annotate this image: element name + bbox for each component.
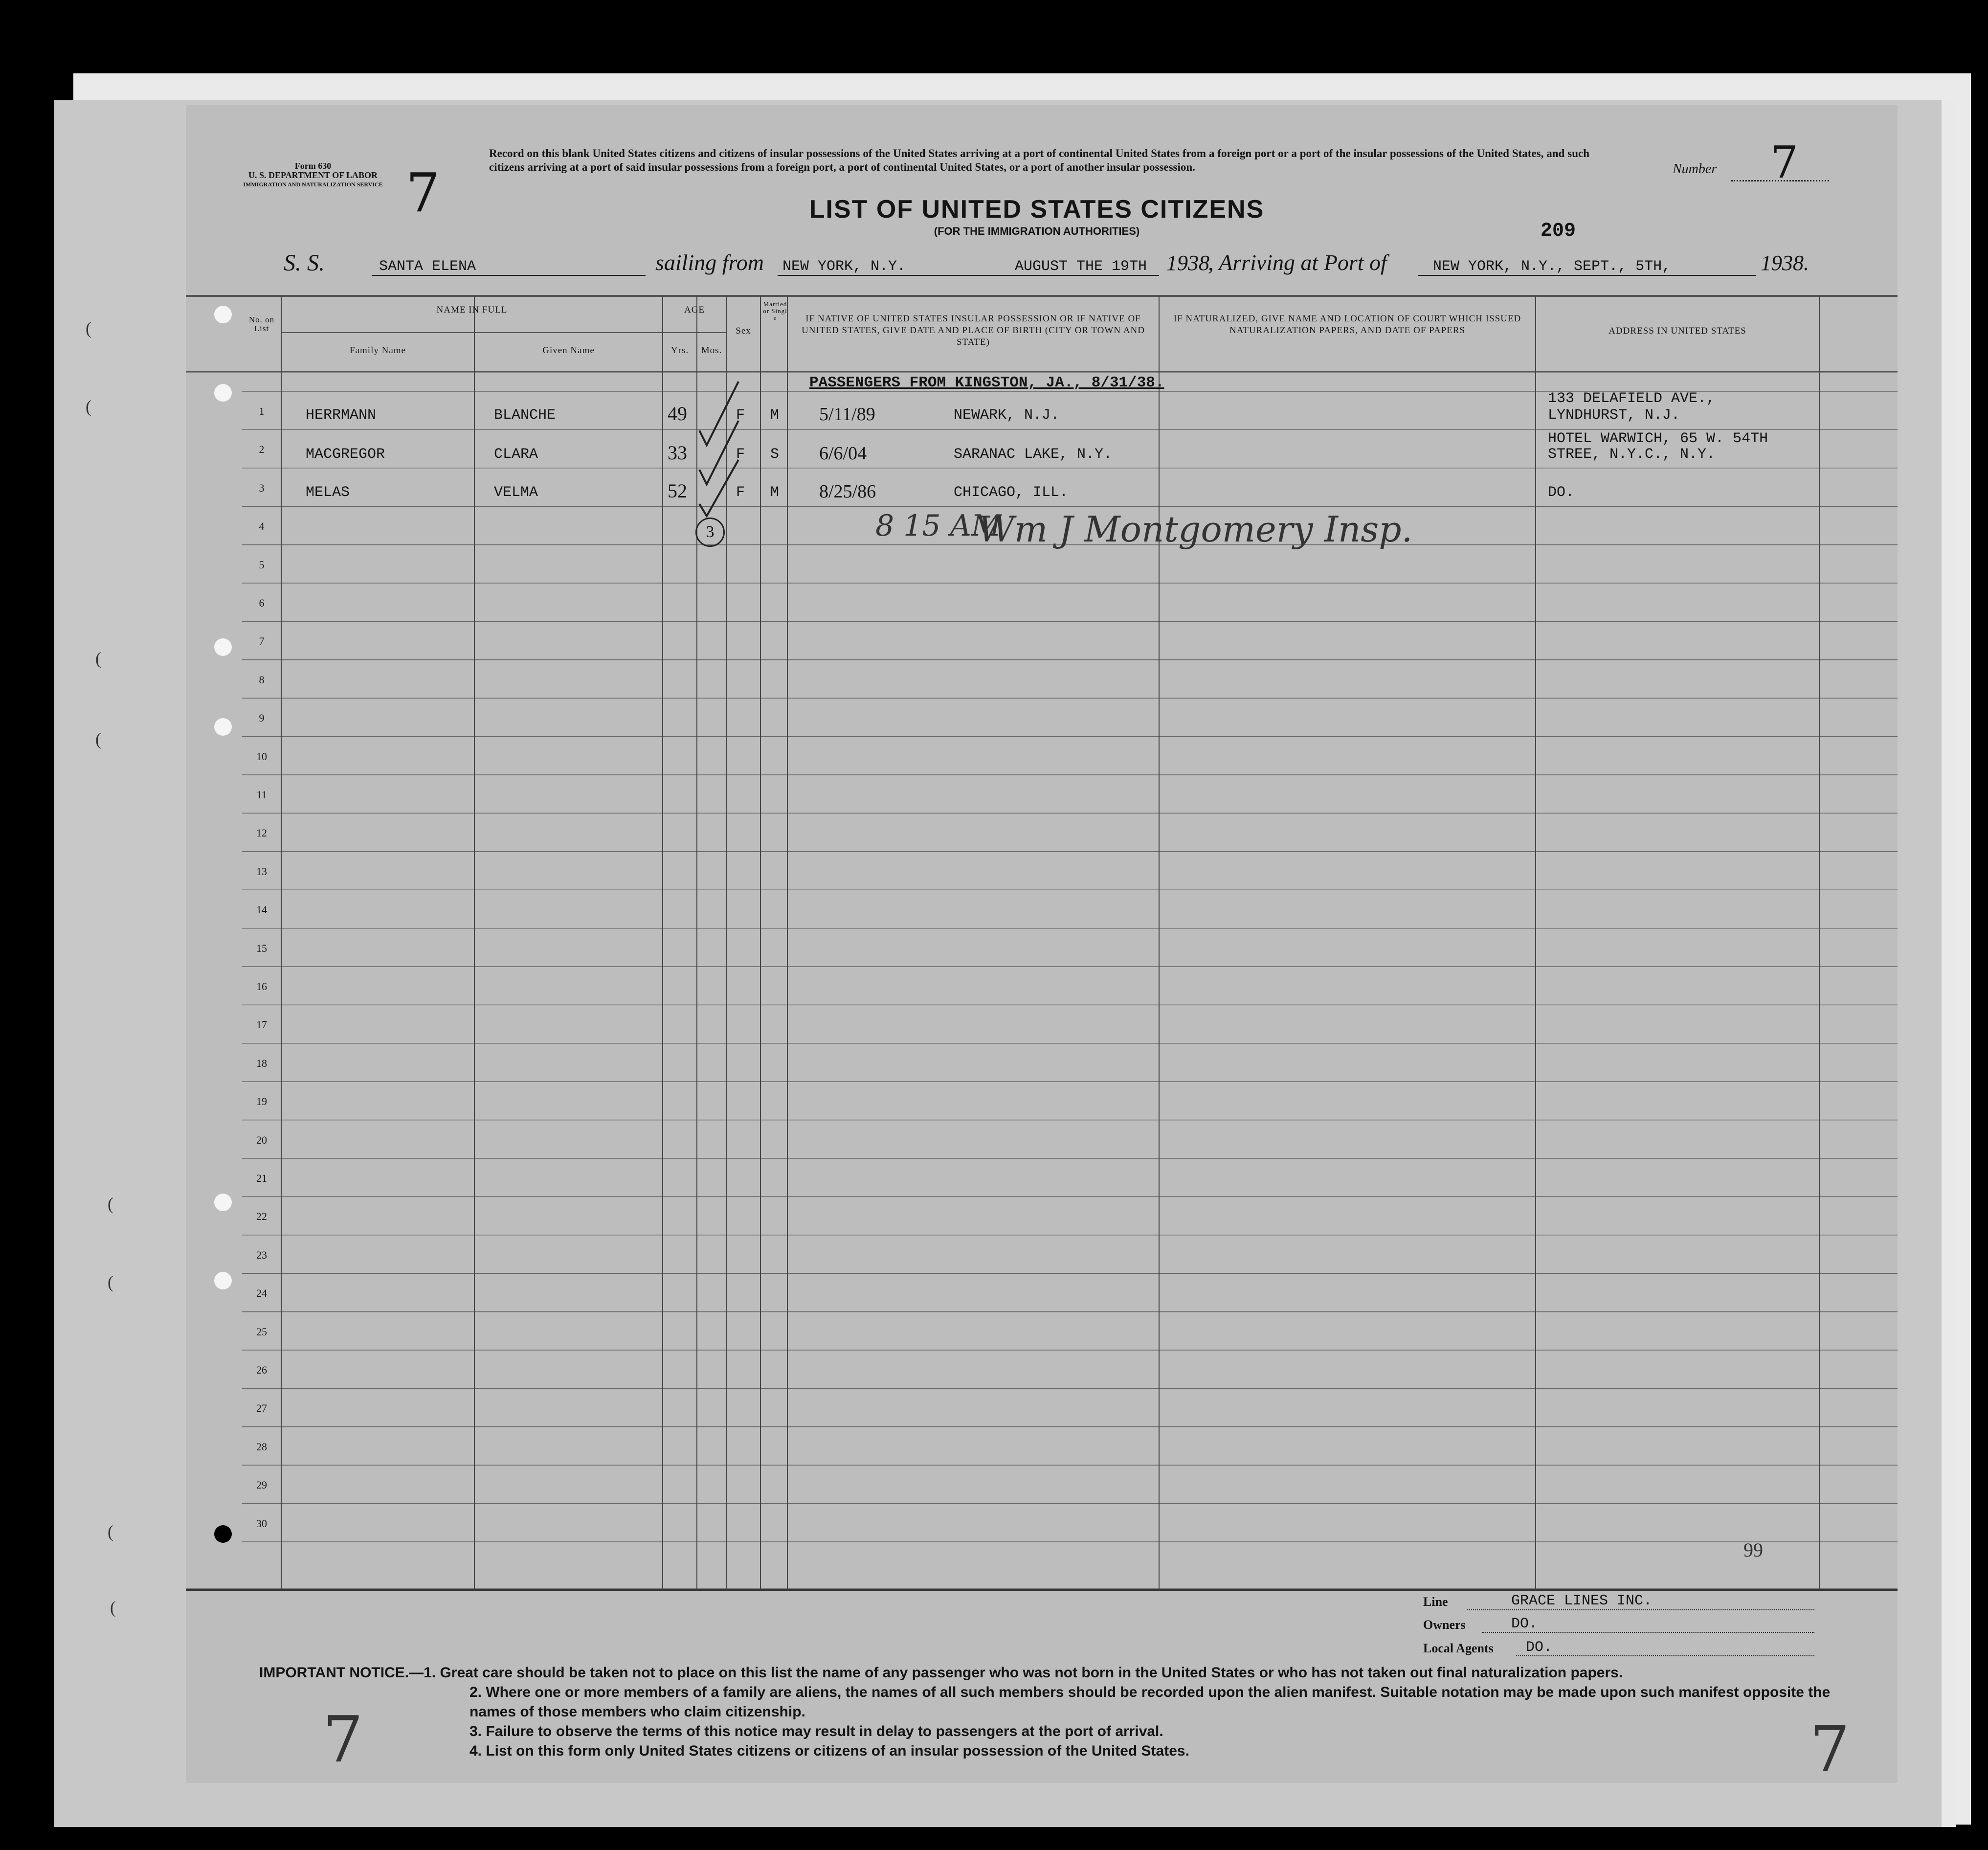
section-note: PASSENGERS FROM KINGSTON, JA., 8/31/38.	[809, 374, 1164, 391]
sailing-year: 1938	[1166, 251, 1209, 275]
handwritten-seven-bottom-left: 7	[323, 1702, 363, 1777]
col-married: Married or Single	[763, 300, 787, 321]
from-underline	[778, 275, 1159, 276]
notice-1: —1. Great care should be taken not to place on this list the name of any passenger who was not born in the United States or who has not taken out final naturalization papers.	[409, 1665, 1623, 1681]
col-name-in-full: NAME IN FULL	[436, 305, 508, 315]
check-marks	[680, 372, 778, 519]
row-number: 27	[256, 1402, 267, 1415]
row-number: 3	[259, 481, 265, 494]
birth-place: NEWARK, N.J.	[954, 407, 1060, 424]
handwritten-seven-bottom-right: 7	[1809, 1712, 1850, 1786]
row-number: 19	[256, 1095, 267, 1108]
manifest-sheet	[186, 105, 1898, 1783]
department: U. S. DEPARTMENT OF LABOR	[248, 170, 378, 180]
binder-hole	[214, 384, 232, 402]
birth-place: SARANAC LAKE, N.Y.	[954, 446, 1113, 463]
given-name: CLARA	[494, 446, 538, 463]
arriving-label: , Arriving at Port of	[1208, 250, 1387, 275]
given-name: VELMA	[494, 484, 538, 501]
row-number: 2	[259, 443, 265, 456]
row-number: 6	[259, 597, 265, 609]
address-line-2: LYNDHURST, N.J.	[1548, 407, 1680, 424]
row-number: 1	[259, 405, 265, 417]
row-number: 8	[259, 673, 265, 686]
ship-underline	[372, 275, 646, 276]
margin-mark: (	[95, 649, 101, 668]
row-number: 24	[256, 1287, 267, 1300]
binder-hole	[214, 1525, 232, 1543]
sex: F	[736, 484, 745, 501]
service: IMMIGRATION AND NATURALIZATION SERVICE	[243, 181, 383, 188]
binder-hole	[214, 306, 232, 323]
row-number: 14	[256, 903, 267, 916]
form-id-block	[230, 161, 396, 189]
age-years: 52	[668, 480, 687, 502]
row-number: 25	[256, 1325, 267, 1338]
page-mark: 99	[1743, 1539, 1763, 1561]
line-value: GRACE LINES INC.	[1511, 1593, 1653, 1609]
row-number: 5	[259, 558, 265, 571]
from-port: NEW YORK, N.Y.	[782, 258, 906, 275]
stamp-number: 209	[1541, 220, 1576, 242]
address-line-1: HOTEL WARWICH, 65 W. 54TH	[1548, 430, 1768, 447]
row-number: 23	[256, 1248, 267, 1261]
margin-mark: (	[86, 397, 91, 416]
address-line-1: DO.	[1548, 484, 1575, 501]
arrival-year: 1938.	[1761, 251, 1809, 275]
family-name: MELAS	[306, 484, 350, 501]
page-title: LIST OF UNITED STATES CITIZENS	[809, 195, 1265, 224]
important-notice	[259, 1663, 1839, 1761]
agents-rule	[1516, 1655, 1814, 1656]
row-number: 28	[256, 1440, 267, 1453]
notice-4: 4. List on this form only United States citizens or citizens of an insular possession of the United States.	[469, 1743, 1189, 1759]
row-number: 17	[256, 1018, 267, 1031]
birth-date: 8/25/86	[819, 481, 876, 502]
sex: F	[736, 446, 745, 463]
family-name: MACGREGOR	[306, 446, 385, 463]
form-grid	[186, 105, 1898, 1783]
margin-mark: (	[108, 1272, 113, 1292]
given-name: BLANCHE	[494, 407, 556, 424]
margin-mark: (	[108, 1522, 113, 1541]
sex: F	[736, 407, 745, 424]
address-line-2: STREE, N.Y.C., N.Y.	[1548, 446, 1716, 463]
row-number: 9	[259, 712, 265, 724]
margin-mark: (	[86, 318, 91, 338]
row-number: 22	[256, 1210, 267, 1223]
birth-place: CHICAGO, ILL.	[954, 484, 1069, 501]
owners-rule	[1482, 1632, 1814, 1633]
arrival-port: NEW YORK, N.Y., SEPT., 5TH,	[1433, 258, 1671, 275]
sailing-from-label: sailing from	[655, 250, 764, 275]
number-value: 7	[1770, 137, 1799, 188]
col-age: AGE	[684, 305, 705, 315]
row-number: 21	[256, 1172, 267, 1184]
row-number: 15	[256, 942, 267, 954]
agents-value: DO.	[1526, 1639, 1553, 1656]
circled-count: 3	[695, 518, 725, 547]
inspection-time: 8 15 AM	[875, 509, 1002, 543]
binder-hole	[214, 1272, 232, 1289]
col-address: ADDRESS IN UNITED STATES	[1608, 326, 1746, 336]
ss-label: S. S.	[284, 250, 325, 276]
row-number: 13	[256, 865, 267, 878]
owners-value: DO.	[1511, 1616, 1538, 1632]
row-number: 30	[256, 1517, 267, 1530]
notice-2: 2. Where one or more members of a family are aliens, the names of all such members should be recorded upon the alien manifest. Suitable notation may be made upon such manifest opposite the names of those members who claim citizenship.	[469, 1684, 1831, 1720]
margin-mark: (	[110, 1598, 116, 1617]
col-no: No. on List	[248, 315, 275, 333]
row-number: 12	[256, 827, 267, 839]
line-label: Line	[1423, 1595, 1448, 1609]
row-number: 26	[256, 1364, 267, 1376]
ship-name: SANTA ELENA	[379, 258, 476, 275]
col-mos: Mos.	[701, 345, 722, 356]
row-number: 16	[256, 980, 267, 993]
instructions: Record on this blank United States citizens and citizens of insular possessions of the United States arriving at a port of continental United States from a foreign port or a port of the insular possessions of the United States, and such citizens arriving at a port of said insular possessions from a foreign port, a port of continental United States, or a port of another insular possession.	[489, 147, 1589, 173]
row-number: 11	[256, 789, 267, 801]
row-number: 4	[259, 520, 265, 533]
arrival-underline	[1418, 275, 1756, 276]
marital-status: M	[770, 484, 780, 501]
row-number: 18	[256, 1057, 267, 1069]
address-line-1: 133 DELAFIELD AVE.,	[1548, 390, 1716, 407]
sailing-date: AUGUST THE 19TH	[1015, 258, 1147, 275]
inspector-signature: Wm J Montgomery Insp.	[978, 509, 1413, 550]
notice-heading: IMPORTANT NOTICE.	[259, 1665, 409, 1681]
row-number: 10	[256, 750, 267, 763]
col-given-name: Given Name	[542, 345, 595, 356]
age-years: 33	[668, 442, 687, 464]
binder-hole	[214, 638, 232, 656]
notice-3: 3. Failure to observe the terms of this notice may result in delay to passengers at the port of arrival.	[469, 1723, 1163, 1739]
marital-status: M	[770, 407, 780, 424]
col-family-name: Family Name	[350, 345, 406, 356]
number-label: Number	[1673, 161, 1717, 177]
row-number: 20	[256, 1133, 267, 1146]
family-name: HERRMANN	[306, 407, 377, 424]
col-yrs: Yrs.	[670, 345, 689, 356]
marital-status: S	[770, 446, 780, 463]
owners-label: Owners	[1423, 1618, 1466, 1632]
row-number: 7	[259, 635, 265, 648]
age-years: 49	[668, 403, 687, 425]
margin-mark: (	[108, 1194, 113, 1214]
handwritten-seven-top: 7	[406, 161, 440, 224]
page-subtitle: (FOR THE IMMIGRATION AUTHORITIES)	[934, 225, 1140, 237]
row-number: 29	[256, 1479, 267, 1491]
line-rule	[1467, 1609, 1814, 1610]
birth-date: 6/6/04	[819, 443, 867, 464]
margin-mark: (	[95, 729, 101, 749]
number-line	[1731, 180, 1829, 181]
birth-date: 5/11/89	[819, 404, 875, 425]
binder-hole	[214, 1194, 232, 1211]
col-sex: Sex	[736, 326, 751, 336]
form-number: Form 630	[294, 161, 332, 171]
col-birth: IF NATIVE OF UNITED STATES INSULAR POSSESSION OR IF NATIVE OF UNITED STATES, GIVE DATE AND PLACE OF BIRTH (CITY OR TOWN AND STATE)	[802, 314, 1145, 347]
agents-label: Local Agents	[1423, 1641, 1494, 1655]
col-naturalized: IF NATURALIZED, GIVE NAME AND LOCATION OF COURT WHICH ISSUED NATURALIZATION PAPERS, AND DATE OF PAPERS	[1173, 314, 1521, 336]
binder-hole	[214, 718, 232, 736]
